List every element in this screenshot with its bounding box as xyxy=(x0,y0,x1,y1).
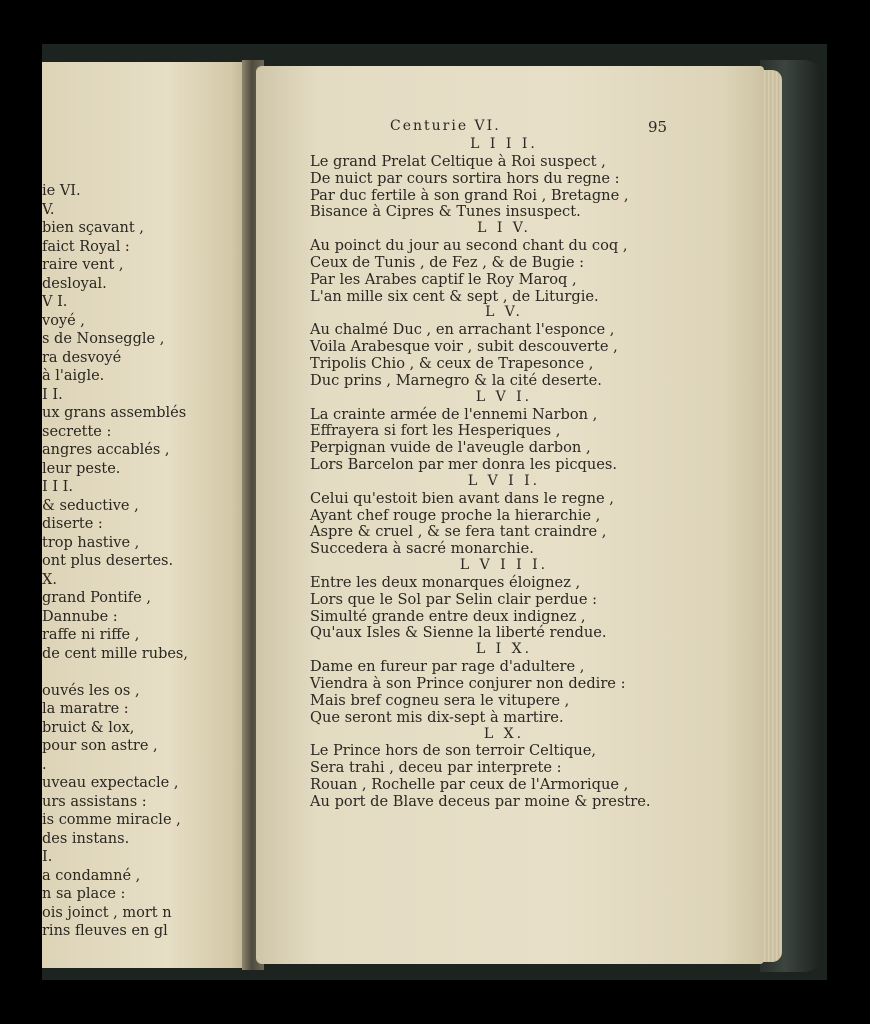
left-page-line: & seductive , xyxy=(42,497,139,514)
verse-line: Dame en fureur par rage d'adultere , xyxy=(310,658,585,676)
left-page-line: urs assistans : xyxy=(42,793,147,810)
quatrain-number: L V I. xyxy=(475,388,533,405)
left-page-line: I I. xyxy=(42,386,63,403)
verse-line: Le grand Prelat Celtique à Roi suspect , xyxy=(310,152,606,170)
left-page-line: s de Nonseggle , xyxy=(42,331,165,347)
verse-line: Sera trahi , deceu par interprete : xyxy=(310,759,562,777)
quatrain-number: L X. xyxy=(483,725,525,742)
left-page-line: ux grans assemblés xyxy=(42,405,187,421)
verse-line: Tripolis Chio , & ceux de Trapesonce , xyxy=(310,354,594,372)
quatrain-number: L V I I. xyxy=(467,472,541,489)
left-page-line: des instans. xyxy=(42,830,130,847)
left-page xyxy=(42,62,252,968)
verse-line: Lors Barcelon par mer donra les picques. xyxy=(310,456,617,474)
verse-line: Viendra à son Prince conjurer non dedire : xyxy=(310,675,626,692)
left-page-line: bruict & lox, xyxy=(42,719,135,736)
left-page-line: is comme miracle , xyxy=(42,812,181,828)
left-page-line: pour son astre , xyxy=(42,738,158,754)
left-page-line: diserte : xyxy=(42,516,103,532)
left-page-line: X. xyxy=(42,571,57,588)
left-page-line: uveau expectacle , xyxy=(42,775,179,791)
left-page-line: ra desvoyé xyxy=(42,349,122,366)
left-page-line: raire vent , xyxy=(42,257,124,273)
left-page-line: bien sçavant , xyxy=(42,220,144,236)
verse-line: Au poinct du jour au second chant du coq , xyxy=(310,237,628,255)
running-head: Centurie VI. xyxy=(390,118,501,134)
page-number: 95 xyxy=(648,118,668,136)
left-page-line: I. xyxy=(42,849,53,865)
quatrain-number: L I V. xyxy=(477,220,531,237)
left-page-line: ois joinct , mort n xyxy=(42,904,172,921)
left-page-line: V I. xyxy=(42,294,68,310)
quatrain-number: L V I I I. xyxy=(459,557,549,574)
left-page-line: angres accablés , xyxy=(42,442,170,458)
left-page-line: n sa place : xyxy=(42,886,126,902)
left-page-text xyxy=(42,182,252,941)
left-page-line: V. xyxy=(42,201,55,218)
verse-line: Au chalmé Duc , en arrachant l'esponce , xyxy=(310,321,615,339)
left-page-line: I I I. xyxy=(42,479,74,495)
left-page-line: voyé , xyxy=(42,312,85,329)
left-page-line: trop hastive , xyxy=(42,534,140,551)
verse-line: Entre les deux monarques éloignez , xyxy=(310,573,581,591)
left-page-line: desloyal. xyxy=(42,275,107,292)
verse-line: Aspre & cruel , & se fera tant craindre , xyxy=(310,523,607,541)
left-page-line: à l'aigle. xyxy=(42,368,105,384)
verse-line: Ayant chef rouge proche la hierarchie , xyxy=(310,506,601,524)
quatrain-number: L V. xyxy=(485,304,523,321)
left-page-line: leur peste. xyxy=(42,460,121,477)
verse-line: Que seront mis dix-sept à martire. xyxy=(310,708,564,726)
verse-line: Mais bref cogneu sera le vitupere , xyxy=(310,691,570,709)
verse-line: Qu'aux Isles & Sienne la liberté rendue. xyxy=(310,624,607,642)
verse-line: Effrayera si fort les Hesperiques , xyxy=(310,422,561,440)
left-page-line: ouvés les os , xyxy=(42,682,140,699)
left-page-line: . xyxy=(42,756,47,773)
verse-line: Le Prince hors de son terroir Celtique, xyxy=(310,742,597,760)
left-page-line: ie VI. xyxy=(42,183,81,199)
verse-line: Par duc fertile à son grand Roi , Bretagne , xyxy=(310,186,629,204)
left-page-line: a condamné , xyxy=(42,867,141,884)
verse-line: Perpignan vuide de l'aveugle darbon , xyxy=(310,439,591,457)
verse-line: Lors que le Sol par Selin clair perdue : xyxy=(310,590,598,608)
verse-line: Au port de Blave deceus par moine & prestre. xyxy=(310,792,651,810)
quatrain-number: L I I I. xyxy=(470,136,538,152)
verse-line: La crainte armée de l'ennemi Narbon , xyxy=(310,405,598,423)
left-page-line: raffe ni riffe , xyxy=(42,627,140,643)
quatrain-number: L I X. xyxy=(475,641,533,658)
verse-line: Ceux de Tunis , de Fez , & de Bugie : xyxy=(310,253,585,271)
verse-line: Succedera à sacré monarchie. xyxy=(310,540,534,558)
verse-line: Voila Arabesque voir , subit descouverte , xyxy=(310,338,618,356)
left-page-line: la maratre : xyxy=(42,701,129,717)
left-page-line: grand Pontife , xyxy=(42,590,151,606)
verse-line: Par les Arabes captif le Roy Maroq , xyxy=(310,270,577,288)
verse-line: Bisance à Cipres & Tunes insuspect. xyxy=(310,203,581,221)
left-page-line: Dannube : xyxy=(42,608,118,625)
verse-line: L'an mille six cent & sept , de Liturgie. xyxy=(310,287,599,305)
left-page-line xyxy=(42,663,252,682)
left-page-line: de cent mille rubes, xyxy=(42,645,188,662)
verse-line: Celui qu'estoit bien avant dans le regne , xyxy=(310,489,614,507)
left-page-line: faict Royal : xyxy=(42,238,130,255)
quatrain-list xyxy=(310,136,670,810)
left-page-line: rins fleuves en gl xyxy=(42,923,168,939)
verse-line: Duc prins , Marnegro & la cité deserte. xyxy=(310,371,602,389)
verse-line: Rouan , Rochelle par ceux de l'Armorique , xyxy=(310,776,629,794)
verse-line: De nuict par cours sortira hors du regne : xyxy=(310,169,620,187)
left-page-line: secrette : xyxy=(42,423,112,440)
verse-line: Simulté grande entre deux indignez , xyxy=(310,607,586,625)
left-page-line: ont plus desertes. xyxy=(42,553,174,569)
